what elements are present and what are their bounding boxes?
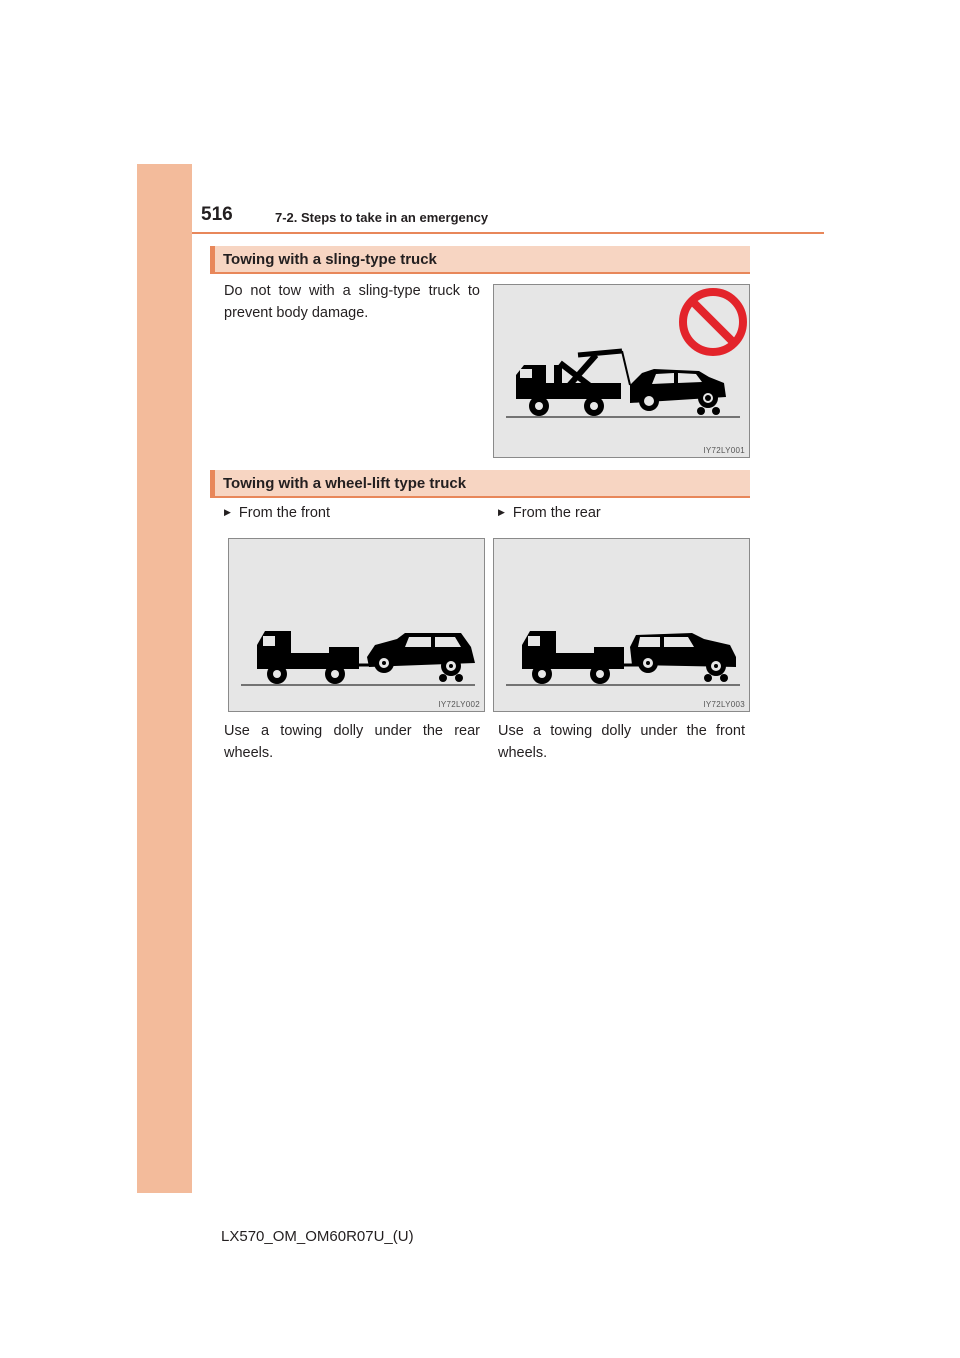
- rear-caption: Use a towing dolly under the front wheels.: [498, 723, 745, 761]
- figure-id: IY72LY001: [703, 446, 745, 455]
- figure-id: IY72LY003: [703, 700, 745, 709]
- suv-graphic: [630, 633, 736, 682]
- page-number: 516: [201, 204, 233, 225]
- front-caption: Use a towing dolly under the rear wheels.: [224, 723, 480, 761]
- suv-graphic: [367, 633, 475, 682]
- bullet-from-rear-text: From the rear: [512, 505, 601, 521]
- sling-warning-text: Do not tow with a sling-type truck to prevent body damage.: [224, 283, 480, 321]
- page-header: [192, 200, 824, 236]
- bullet-from-front-text: From the front: [238, 505, 330, 521]
- wheel-lift-front-figure: [228, 538, 485, 712]
- section-heading-sling: [210, 246, 750, 274]
- section-heading-underline: [210, 496, 750, 498]
- document-code: LX570_OM_OM60R07U_(U): [221, 1228, 414, 1245]
- triangle-bullet-icon: ▶: [498, 507, 505, 517]
- wheel-lift-rear-figure: [493, 538, 750, 712]
- header-divider: [192, 232, 824, 234]
- chapter-title: 7-2. Steps to take in an emergency: [275, 210, 489, 225]
- no-symbol-icon: [683, 292, 743, 352]
- tow-truck-graphic: [516, 351, 630, 416]
- triangle-bullet-icon: ▶: [224, 507, 231, 517]
- suv-graphic: [630, 369, 726, 415]
- side-band: [137, 164, 192, 1193]
- section-heading-underline: [210, 272, 750, 274]
- section-heading-wheel-lift-text: Towing with a wheel-lift type truck: [223, 475, 467, 492]
- figure-id: IY72LY002: [438, 700, 480, 709]
- sling-truck-figure: [493, 284, 750, 458]
- section-heading-sling-text: Towing with a sling-type truck: [223, 251, 437, 268]
- bullet-from-rear: [498, 505, 601, 521]
- bullet-from-front: [224, 505, 330, 521]
- section-heading-wheel-lift: [210, 470, 750, 498]
